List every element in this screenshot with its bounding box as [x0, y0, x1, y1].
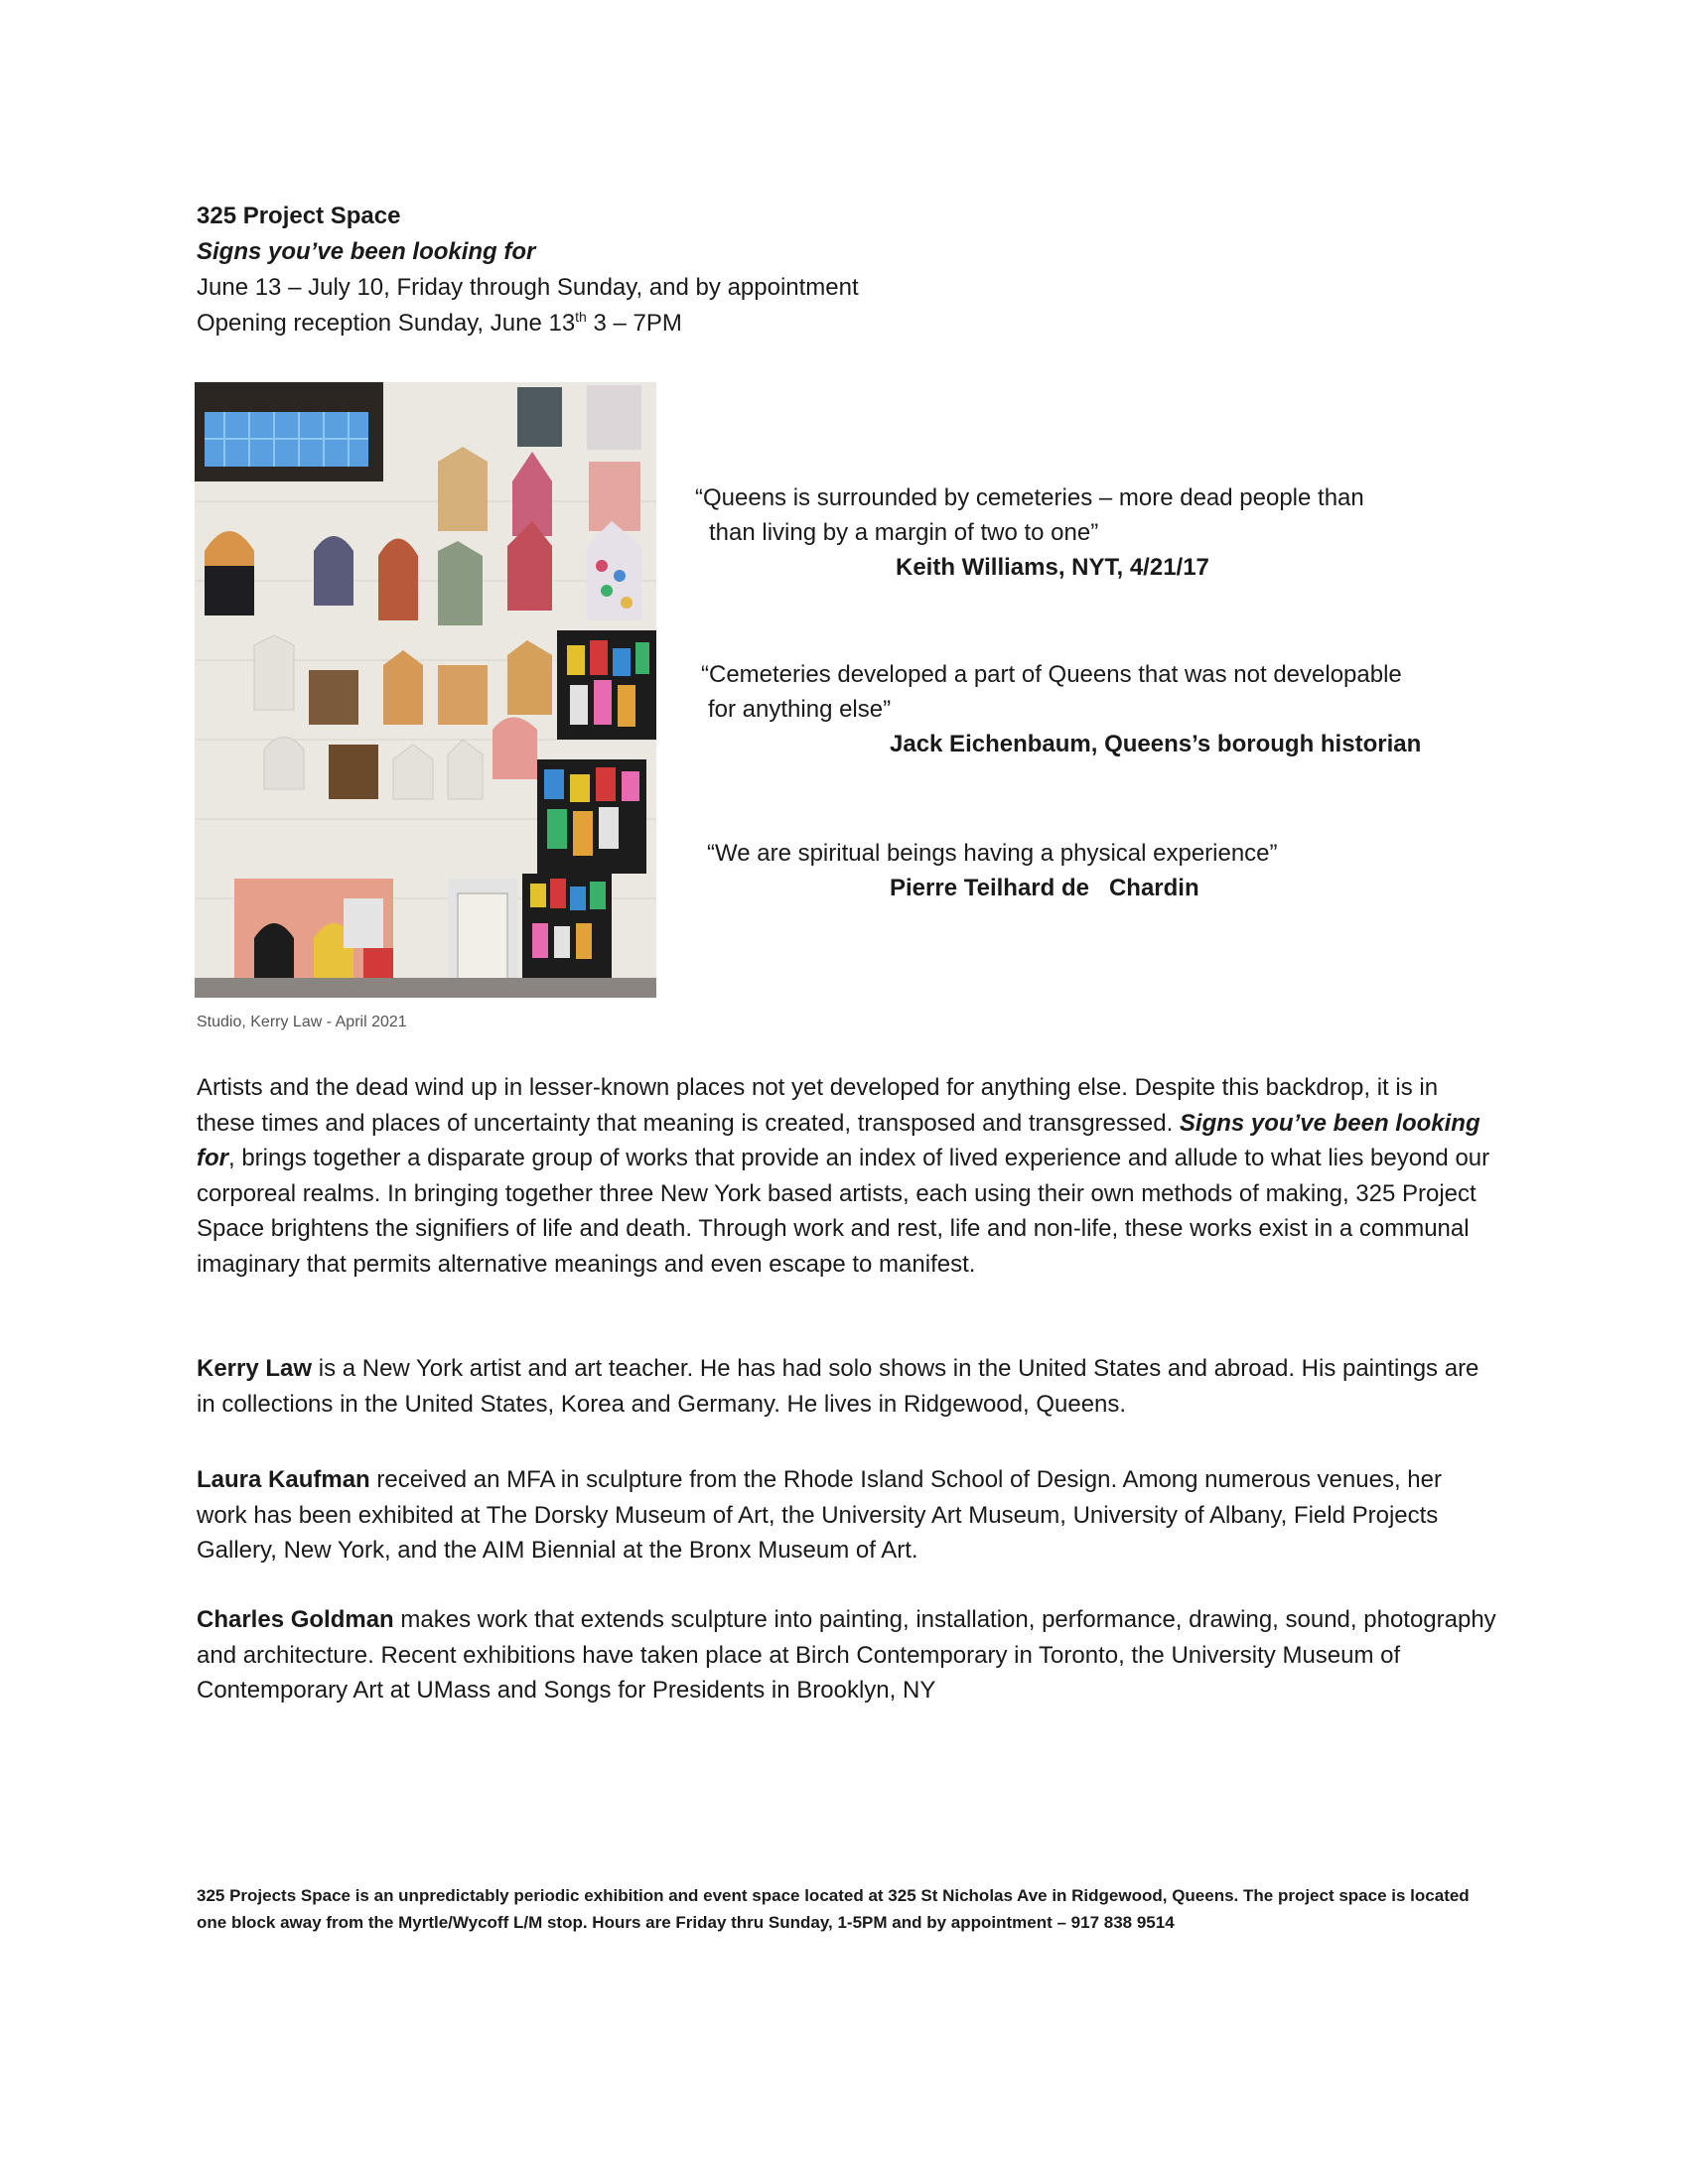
quote-attribution: Keith Williams, NYT, 4/21/17 [896, 554, 1209, 581]
artist-bio: Kerry Law is a New York artist and art teacher. He has had solo shows in the United States and abroad. His paintings are in collections in the United States, Korea and Germany. He lives in Ridgewood, Queens. [197, 1355, 1479, 1418]
exhibition-dates: June 13 – July 10, Friday through Sunday, and by appointment [197, 274, 859, 301]
venue-name: 325 Project Space [197, 203, 401, 229]
quote-text: “Cemeteries developed a part of Queens that was not developable [701, 661, 1402, 688]
quote-attribution: Pierre Teilhard de Chardin [890, 875, 1199, 901]
artist-name: Laura Kaufman [197, 1466, 370, 1493]
quote-text: “Queens is surrounded by cemeteries – more dead people than [695, 484, 1364, 511]
exhibition-title-inline: Signs you’ve been looking for [197, 1109, 1480, 1171]
footer-note: 325 Projects Space is an unpredictably periodic exhibition and event space located at 325 St Nicholas Ave in Ridgewood, Queens. The project space is located one block away from the Myrtle/Wycoff L/M stop. Hours are Friday thru Sunday, 1-5PM and by appointment – 917 838 9514 [197, 1886, 1470, 1932]
artist-name: Charles Goldman [197, 1606, 394, 1633]
exhibition-title: Signs you’ve been looking for [197, 238, 536, 265]
studio-photo [195, 382, 656, 998]
photo-caption: Studio, Kerry Law - April 2021 [197, 1014, 407, 1030]
quote-block [701, 657, 1421, 761]
exhibition-header [197, 199, 859, 341]
studio-photo-image [195, 382, 656, 998]
quote-attribution: Jack Eichenbaum, Queens’s borough historian [890, 731, 1422, 757]
quote-block [695, 480, 1364, 585]
quote-text: for anything else” [708, 696, 892, 723]
opening-reception: Opening reception Sunday, June 13th 3 – 7PM [197, 309, 682, 337]
artist-name: Kerry Law [197, 1355, 313, 1382]
intro-paragraph: Artists and the dead wind up in lesser-known places not yet developed for anything else. Despite this backdrop, it is in these times and places of uncertainty that meaning is created, transposed and transgressed. Signs you’ve been looking for, brings together a disparate group of works that provide an index of lived experience and allude to what lies beyond our corporeal realms. In bringing together three New York based artists, each using their own methods of making, 325 Project Space brightens the signifiers of life and death. Through work and rest, life and non-life, these works exist in a communal imaginary that permits alternative meanings and even escape to manifest. [197, 1074, 1490, 1278]
artist-bio: Laura Kaufman received an MFA in sculpture from the Rhode Island School of Design. Among numerous venues, her work has been exhibited at The Dorsky Museum of Art, the University Art Museum, University of Albany, Field Projects Gallery, New York, and the AIM Biennial at the Bronx Museum of Art. [197, 1466, 1442, 1564]
quote-text: than living by a margin of two to one” [709, 519, 1099, 546]
quote-text: “We are spiritual beings having a physical experience” [707, 840, 1278, 867]
quote-block [707, 836, 1278, 905]
artist-bio: Charles Goldman makes work that extends sculpture into painting, installation, performance, drawing, sound, photography and architecture. Recent exhibitions have taken place at Birch Contemporary in Toronto, the University Museum of Contemporary Art at UMass and Songs for Presidents in Brooklyn, NY [197, 1606, 1496, 1704]
